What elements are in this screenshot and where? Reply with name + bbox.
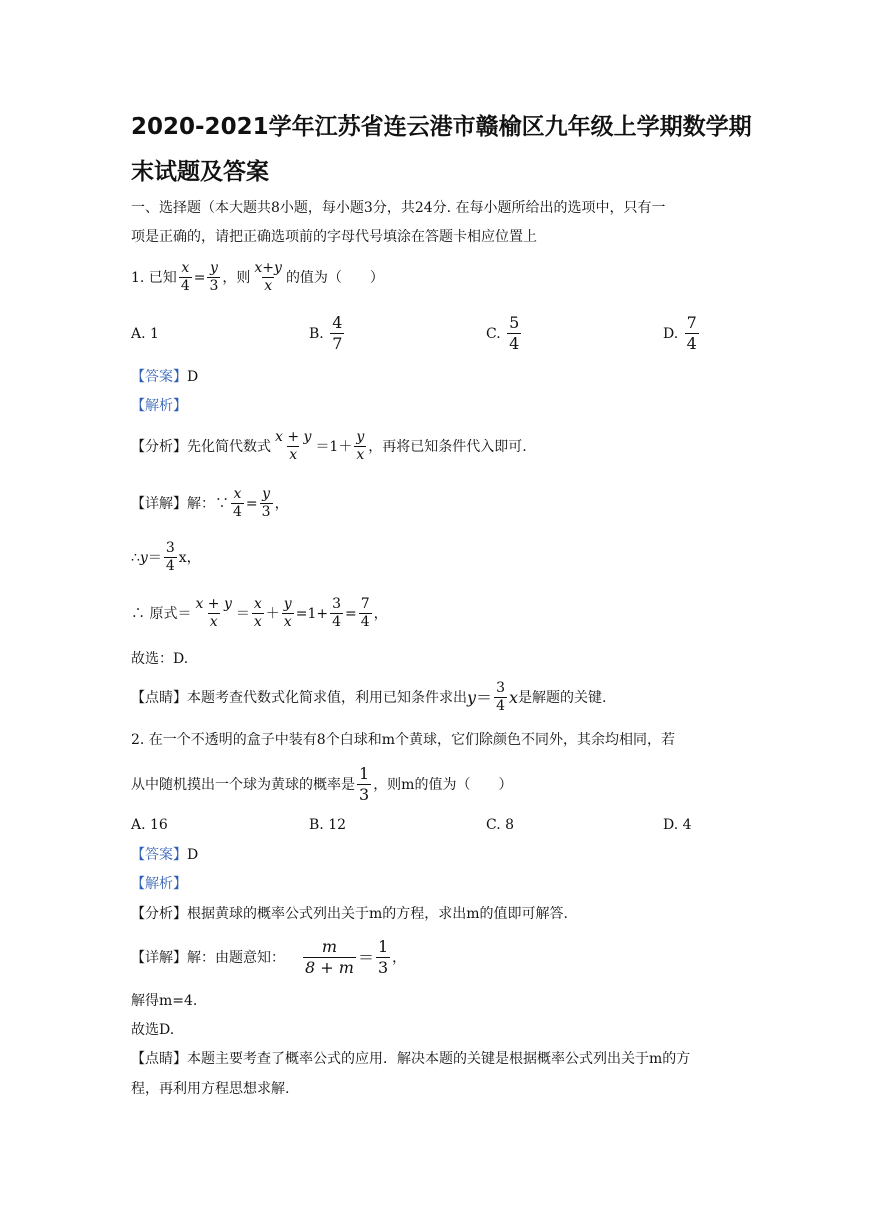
numerator: 3	[496, 680, 505, 696]
fraction-y-over-3	[260, 486, 273, 521]
numerator: x	[233, 486, 242, 502]
variable-y: y	[139, 549, 148, 566]
q2-solve: 解得m=4.	[131, 993, 198, 1009]
question-2-line1: 2. 在一个不透明的盒子中装有8个白球和m个黄球，它们除颜色不同外，其余均相同，若	[131, 732, 675, 748]
page-title-line1: 2020-2021学年江苏省连云港市赣榆区九年级上学期数学期	[131, 114, 752, 140]
q2-dianjing-line2: 程，再利用方程思想求解.	[131, 1081, 290, 1097]
denominator: 3	[359, 785, 370, 804]
denominator: 3	[209, 278, 219, 294]
equals-sign: ＝	[147, 549, 162, 566]
equals-sign: =	[193, 269, 206, 286]
question-1-prefix: 1. 已知	[131, 269, 177, 286]
q2-dianjing-line1	[131, 1050, 690, 1068]
option-c-fraction	[507, 313, 521, 354]
question-2-line2-pre: 从中随机摸出一个球为黄球的概率是	[131, 776, 355, 793]
numerator: x + y	[275, 429, 312, 445]
option-c	[486, 313, 523, 354]
q1-analysis-tag: 【解析】	[131, 398, 187, 414]
option-b	[309, 313, 346, 354]
denominator: 4	[165, 558, 175, 574]
fraction-1-over-3	[376, 937, 390, 978]
numerator: 7	[686, 313, 697, 332]
plus-sign: ＋	[265, 605, 280, 622]
fraction-m-over-8-plus-m	[303, 937, 356, 978]
fraction-x-plus-y-over-x	[273, 429, 313, 464]
equals-sign: ＝	[235, 605, 250, 622]
q1-step3	[131, 596, 388, 631]
denominator: 8 + m	[305, 958, 354, 977]
denominator: 4	[686, 334, 697, 353]
xiangjie-pre: 解：∵	[187, 495, 229, 512]
denominator: 4	[509, 334, 520, 353]
q1-dianjing	[131, 680, 606, 715]
xiangjie-pre: 解：由题意知：	[187, 949, 285, 966]
equals-sign: =	[245, 495, 258, 512]
numerator: 4	[332, 313, 343, 332]
numerator: y	[356, 429, 365, 445]
option-d-label: D.	[663, 325, 679, 342]
q1-xiangjie	[131, 486, 289, 521]
variable-x: x	[508, 687, 519, 707]
option-a	[131, 325, 159, 343]
variable-y: y	[467, 687, 477, 707]
numerator: 1	[359, 764, 370, 783]
dianjing-tag: 【点睛】	[131, 1051, 187, 1067]
fraction-7-over-4	[359, 596, 372, 631]
denominator: x	[264, 278, 273, 294]
fraction-y-over-x	[282, 596, 294, 631]
denominator: x	[209, 614, 218, 630]
question-1-stem	[131, 260, 384, 295]
answer-tag: 【答案】	[131, 847, 187, 863]
step2-post: x，	[178, 549, 201, 566]
dianjing-tag: 【点睛】	[131, 689, 187, 706]
step3-pre: ∴ 原式＝	[131, 605, 192, 622]
question-1-suffix: 的值为（ ）	[285, 269, 384, 286]
denominator: 4	[496, 698, 505, 714]
numerator: 5	[509, 313, 520, 332]
q1-choose: 故选：D.	[131, 651, 189, 667]
numerator: x	[253, 596, 262, 612]
fenxi-tag: 【分析】	[131, 438, 187, 455]
q2-analysis-tag: 【解析】	[131, 876, 187, 892]
xiangjie-tag: 【详解】	[131, 495, 187, 512]
option-b-label: B.	[309, 325, 324, 342]
denominator: x	[253, 614, 262, 630]
numerator: 3	[332, 596, 342, 612]
page-title-line2: 末试题及答案	[131, 159, 269, 185]
equals-one-plus: =1+	[295, 605, 329, 622]
section-heading-line1: 一、选择题（本大题共8小题，每小题3分，共24分. 在每小题所给出的选项中，只有一	[131, 200, 666, 216]
option-b-fraction	[330, 313, 344, 354]
answer-tag: 【答案】	[131, 369, 187, 385]
denominator: 3	[261, 504, 271, 520]
q2-choose: 故选D.	[131, 1022, 175, 1038]
numerator: x	[181, 260, 190, 276]
q1-answer	[131, 368, 198, 386]
denominator: 4	[180, 278, 190, 294]
equals-sign: =	[345, 605, 357, 622]
denominator: x	[283, 614, 292, 630]
option-d-fraction	[685, 313, 699, 354]
dianjing-text: 本题主要考查了概率公式的应用．解决本题的关键是根据概率公式列出关于m的方	[187, 1051, 691, 1067]
q2-option-b: B. 12	[309, 817, 347, 833]
dianjing-post: 是解题的关键.	[518, 689, 607, 706]
denominator: 7	[332, 334, 343, 353]
fraction-3-over-4	[164, 540, 177, 575]
fraction-x-over-4	[179, 260, 192, 295]
fraction-x-plus-y-over-x	[252, 260, 284, 295]
denominator: x	[289, 447, 298, 463]
q2-answer	[131, 846, 198, 864]
q1-fenxi	[131, 429, 527, 464]
question-2-line2-post: ，则m的值为（ ）	[373, 776, 513, 793]
q1-step2	[131, 540, 201, 575]
numerator: x + y	[195, 596, 232, 612]
fraction-3-over-4	[494, 680, 507, 715]
fenxi-text: 根据黄球的概率公式列出关于m的方程，求出m的值即可解答.	[187, 906, 568, 922]
fraction-y-over-x	[354, 429, 366, 464]
dianjing-pre: 本题考查代数式化简求值，利用已知条件求出	[187, 689, 467, 706]
option-c-label: C.	[486, 325, 501, 342]
question-1-mid: ，则	[222, 269, 251, 286]
denominator: 4	[233, 504, 242, 520]
fenxi-post: ，再将已知条件代入即可.	[368, 438, 527, 455]
section-heading-line2: 项是正确的，请把正确选项前的字母代号填涂在答题卡相应位置上	[131, 229, 537, 245]
fraction-x-plus-y-over-x	[193, 596, 233, 631]
q2-option-a: A. 16	[131, 817, 168, 833]
numerator: y	[283, 596, 292, 612]
fraction-x-over-x	[252, 596, 264, 631]
answer-value: D	[187, 369, 199, 385]
fenxi-mid: ＝1＋	[315, 438, 353, 455]
numerator: 7	[360, 596, 370, 612]
q2-fenxi	[131, 905, 568, 923]
option-a-value: 1	[150, 326, 159, 342]
fraction-1-over-3	[357, 764, 371, 805]
xiangjie-tag: 【详解】	[131, 949, 187, 966]
fenxi-text: 先化简代数式	[187, 438, 271, 455]
q2-xiangjie	[131, 937, 406, 978]
equals-sign: ＝	[476, 687, 493, 707]
denominator: x	[356, 447, 365, 463]
q2-option-d: D. 4	[663, 817, 692, 833]
fraction-3-over-4	[330, 596, 343, 631]
denominator: 4	[360, 614, 370, 630]
numerator: x+y	[254, 260, 282, 276]
equals-sign: ＝	[357, 947, 374, 967]
answer-value: D	[187, 847, 199, 863]
xiangjie-post: ，	[392, 949, 407, 966]
numerator: m	[321, 937, 338, 956]
numerator: 1	[377, 937, 389, 956]
question-2-line2	[131, 764, 512, 805]
step3-post: ，	[373, 605, 388, 622]
denominator: 3	[377, 958, 389, 977]
denominator: 4	[332, 614, 342, 630]
fraction-x-over-4	[231, 486, 244, 521]
fraction-y-over-3	[207, 260, 220, 295]
numerator: 3	[165, 540, 175, 556]
numerator: y	[209, 260, 218, 276]
option-d	[663, 313, 701, 354]
therefore-symbol: ∴	[131, 549, 140, 566]
q2-option-c: C. 8	[486, 817, 515, 833]
xiangjie-post: ，	[274, 495, 289, 512]
numerator: y	[262, 486, 271, 502]
fenxi-tag: 【分析】	[131, 906, 187, 922]
option-a-label: A.	[131, 326, 146, 342]
